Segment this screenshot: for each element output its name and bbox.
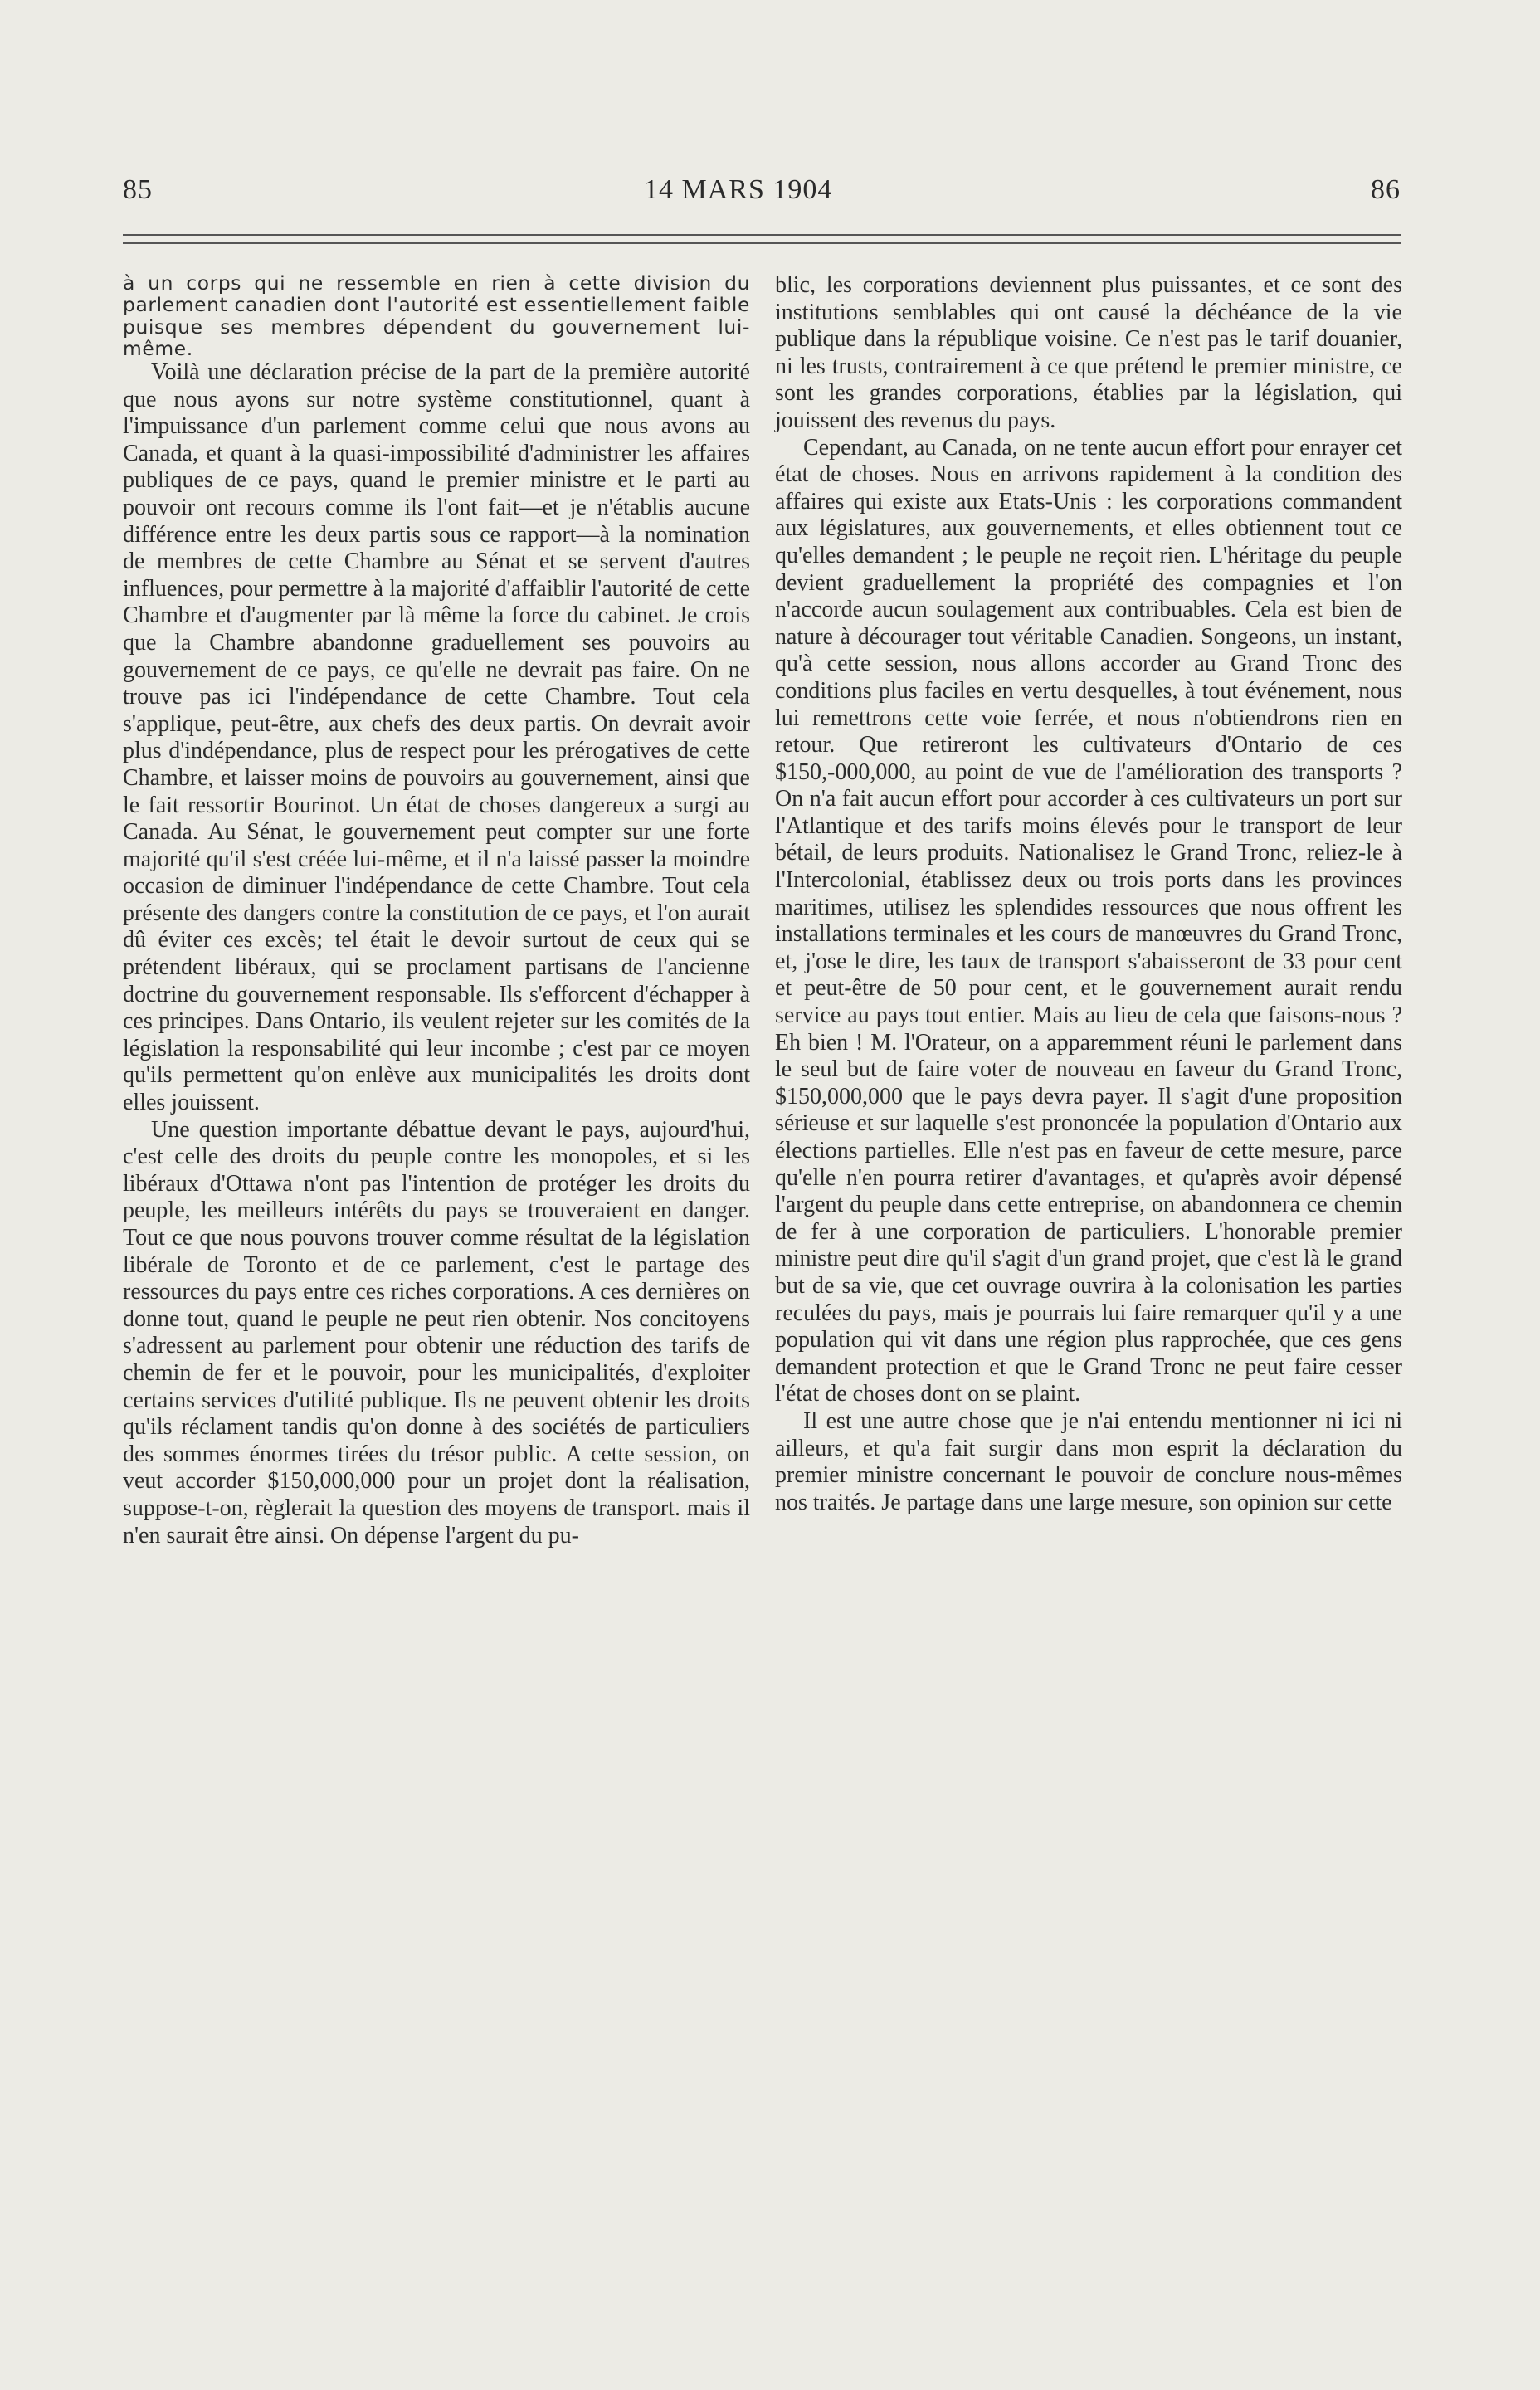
right-column bbox=[775, 272, 1402, 1516]
page-number-right: 86 bbox=[1371, 174, 1401, 205]
left-column bbox=[123, 272, 750, 1549]
page-number-left: 85 bbox=[123, 174, 153, 205]
paragraph: Voilà une déclaration précise de la part de la première autorité que nous ayons sur notre système constitutionnel, quant à l'impuissance d'un parlement comme celui que nous avons au Canada, et quant à la quasi-impossibilité d'administrer les affaires publiques de ce pays, quand le premier ministre et le parti au pouvoir ont recours comme ils l'ont fait—et je n'établis aucune différence entre les deux partis sous ce rapport—à la nomination de membres de cette Chambre au Sénat et se servent d'autres influences, pour permettre à la majorité d'affaiblir l'autorité de cette Chambre et d'augmenter par là même la force du cabinet. Je crois que la Chambre abandonne graduellement ses pouvoirs au gouvernement de ce pays, ce qu'elle ne devrait pas faire. On ne trouve pas ici l'indépendance de cette Chambre. Tout cela s'applique, peut-être, aux chefs des deux partis. On devrait avoir plus d'indépendance, plus de respect pour les prérogatives de cette Chambre, et laisser moins de pouvoirs au gouvernement, ainsi que le fait ressortir Bourinot. Un état de choses dangereux a surgi au Canada. Au Sénat, le gouvernement peut compter sur une forte majorité qu'il s'est créée lui-même, et il n'a laissé passer la moindre occasion de diminuer l'indépendance de cette Chambre. Tout cela présente des dangers contre la constitution de ce pays, et l'on aurait dû éviter ces excès; tel était le devoir surtout de ceux qui se prétendent libéraux, qui se proclament partisans de l'ancienne doctrine du gouvernement responsable. Ils s'efforcent d'échapper à ces principes. Dans Ontario, ils veulent rejeter sur les comités de la législation la responsabilité qui leur incombe ; c'est par ce moyen qu'ils permettent qu'on enlève aux municipalités les droits dont elles jouissent. bbox=[123, 359, 750, 1116]
header-rule-bottom bbox=[123, 242, 1401, 244]
page-title: 14 MARS 1904 bbox=[644, 174, 833, 205]
paragraph: Cependant, au Canada, on ne tente aucun effort pour enrayer cet état de choses. Nous en arrivons rapidement à la condition des affaires qui existe aux Etats-Unis : les corporations commandent aux législatures, aux gouvernements, et elles obtiennent tout ce qu'elles demandent ; le peuple ne reçoit rien. L'héritage du peuple devient graduellement la propriété des compagnies et l'on n'accorde aucun soulagement aux contribuables. Cela est bien de nature à décourager tout véritable Canadien. Songeons, un instant, qu'à cette session, nous allons accorder au Grand Tronc des conditions plus faciles en vertu desquelles, à tout événement, nous lui remettrons cette voie ferrée, et nous n'obtiendrons rien en retour. Que retireront les cultivateurs d'Ontario de ces $150,-000,000, au point de vue de l'amélioration des transports ? On n'a fait aucun effort pour accorder à ces cultivateurs un port sur l'Atlantique et des tarifs moins élevés pour le transport de leur bétail, de leurs produits. Nationalisez le Grand Tronc, reliez-le à l'Intercolonial, établissez deux ou trois ports dans les provinces maritimes, utilisez les splendides ressources que nous offrent les installations terminales et les cours de manœuvres du Grand Tronc, et, j'ose le dire, les taux de transport s'abaisseront de 33 pour cent et peut-être de 50 pour cent, et le gouvernement aurait rendu service au pays tout entier. Mais au lieu de cela que faisons-nous ? Eh bien ! M. l'Orateur, on a apparemment réuni le parlement dans le seul but de faire voter de nouveau en faveur du Grand Tronc, $150,000,000 que le pays devra payer. Il s'agit d'une proposition sérieuse et sur laquelle s'est prononcée la population d'Ontario aux élections partielles. Elle n'est pas en faveur de cette mesure, parce qu'elle n'en pourra retirer d'avantages, et qu'après avoir dépensé l'argent du peuple dans cette entreprise, on abandonnera ce chemin de fer à une corporation de particuliers. L'honorable premier ministre peut dire qu'il s'agit d'un grand projet, que c'est là le grand but de sa vie, que cet ouvrage ouvrira à la colonisation les parties reculées du pays, mais je pourrais lui faire remarquer qu'il y a une population qui vit dans une région plus rapprochée, que ces gens demandent protection et que le Grand Tronc ne peut faire cesser l'état de choses dont on se plaint. bbox=[775, 434, 1402, 1407]
block-quote: à un corps qui ne ressemble en rien à cette division du parlement canadien dont l'autorité est essentiellement faible puisque ses membres dépendent du gouvernement lui-même. bbox=[123, 271, 750, 360]
paragraph: blic, les corporations deviennent plus puissantes, et ce sont des institutions semblables qui ont causé la déchéance de la vie publique dans la république voisine. Ce n'est pas le tarif douanier, ni les trusts, contrairement à ce que prétend le premier ministre, ce sont les grandes corporations, établies par la législation, qui jouissent des revenus du pays. bbox=[775, 272, 1402, 433]
header-rule-top bbox=[123, 234, 1401, 236]
page-header bbox=[123, 174, 1401, 216]
paragraph: Il est une autre chose que je n'ai entendu mentionner ni ici ni ailleurs, et qu'a fait surgir dans mon esprit la déclaration du premier ministre concernant le pouvoir de conclure nous-mêmes nos traités. Je partage dans une large mesure, son opinion sur cette bbox=[775, 1407, 1402, 1515]
paragraph: Une question importante débattue devant le pays, aujourd'hui, c'est celle des droits du peuple contre les monopoles, et si les libéraux d'Ottawa n'ont pas l'intention de protéger les droits du peuple, les meilleurs intérêts du pays se trouveraient en danger. Tout ce que nous pouvons trouver comme résultat de la législation libérale de Toronto et de ce parlement, c'est le partage des ressources du pays entre ces riches corporations. A ces dernières on donne tout, quand le peuple ne peut rien obtenir. Nos concitoyens s'adressent au parlement pour obtenir une réduction des tarifs de chemin de fer et le pouvoir, pour les municipalités, d'exploiter certains services d'utilité publique. Ils ne peuvent obtenir les droits qu'ils réclament tandis qu'on donne à des sociétés de particuliers des sommes énormes tirées du trésor public. A cette session, on veut accorder $150,000,000 pour un projet dont la réalisation, suppose-t-on, règlerait la question des moyens de transport. mais il n'en saurait être ainsi. On dépense l'argent du pu- bbox=[123, 1116, 750, 1549]
